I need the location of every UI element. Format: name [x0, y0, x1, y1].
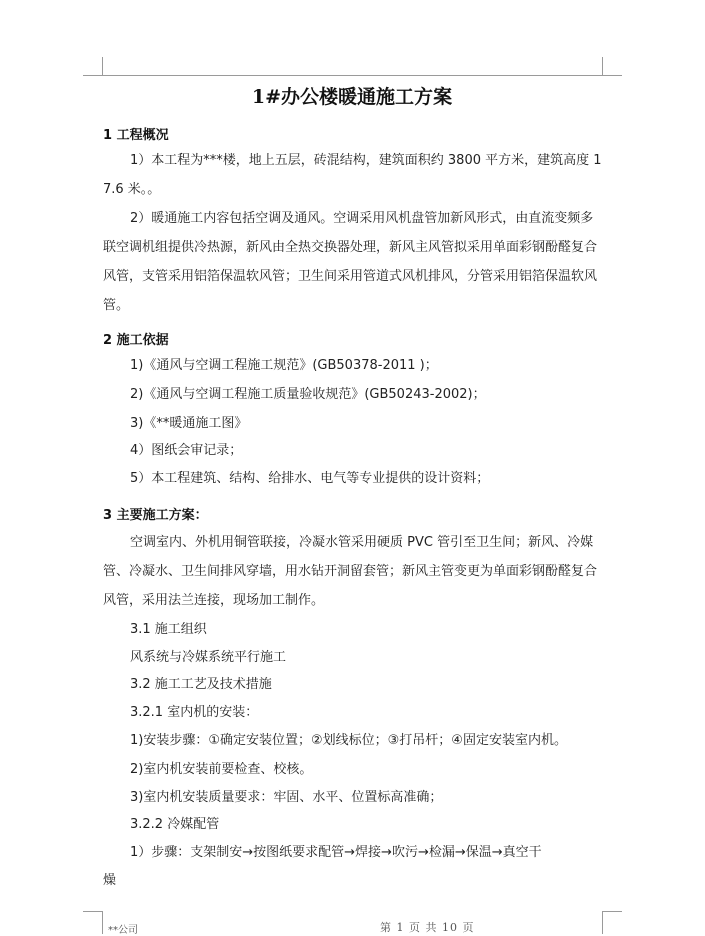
- margin-corner-top-left: [83, 57, 103, 76]
- basis-item-5: 5）本工程建筑、结构、给排水、电气等专业提供的设计资料；: [130, 471, 490, 486]
- section-1-heading: 1 工程概况: [103, 128, 169, 143]
- basis-item-3: 3)《**暖通施工图》: [130, 416, 248, 431]
- subsection-3-2-1-heading: 3.2.1 室内机的安装：: [130, 705, 259, 720]
- install-step-line-1: 1)安装步骤：①确定安装位置；②划线标位；③打吊杆；④固定安装室内机。: [130, 733, 567, 748]
- subsection-3-2-heading: 3.2 施工工艺及技术措施: [130, 677, 272, 692]
- margin-corner-top-right: [602, 57, 622, 76]
- subsection-3-1-heading: 3.1 施工组织: [130, 622, 207, 637]
- footer-page-number: 第 1 页 共 10 页: [380, 921, 475, 934]
- section-1-paragraph-1: 1）本工程为***楼，地上五层，砖混结构，建筑面积约 3800 平方米，建筑高度 17.6 米。。: [103, 153, 602, 197]
- margin-corner-bottom-left: [83, 911, 103, 934]
- footer-company: **公司: [108, 925, 138, 936]
- install-step-line-3: 3)室内机安装质量要求：牢固、水平、位置标高准确；: [130, 790, 443, 805]
- section-1-paragraph-2: 2）暖通施工内容包括空调及通风。空调采用风机盘管加新风形式，由直流变频多联空调机组提供冷热源，新风由全热交换器处理，新风主风管拟采用单面彩钢酚醛复合风管，支管采用铝箔保温软风管；卫生间采用管道式风机排风，分管采用铝箔保温软风管。: [103, 211, 598, 313]
- refrigerant-steps-line-1: 1）步骤：支架制安→按图纸要求配管→焊接→吹污→检漏→保温→真空干: [130, 845, 542, 860]
- section-3-heading: 3 主要施工方案：: [103, 508, 208, 523]
- basis-item-1: 1)《通风与空调工程施工规范》(GB50378-2011 )；: [130, 358, 438, 373]
- section-2-heading: 2 施工依据: [103, 333, 169, 348]
- subsection-3-2-2-heading: 3.2.2 冷媒配管: [130, 817, 220, 832]
- section-3-intro: 空调室内、外机用铜管联接，冷凝水管采用硬质 PVC 管引至卫生间；新风、冷媒管、冷凝水、卫生间排风穿墙，用水钻开洞留套管；新风主管变更为单面彩钢酚醛复合风管，采用法兰连接，现场加工制作。: [103, 535, 598, 608]
- basis-item-4: 4）图纸会审记录；: [130, 443, 243, 458]
- header-rule: [102, 75, 602, 76]
- document-title: 1#办公楼暖通施工方案: [251, 86, 453, 108]
- basis-item-2: 2)《通风与空调工程施工质量验收规范》(GB50243-2002)；: [130, 387, 486, 402]
- install-step-line-2: 2)室内机安装前要检查、校核。: [130, 762, 313, 777]
- refrigerant-steps-line-2: 燥: [103, 873, 117, 888]
- subsection-3-1-text: 风系统与冷媒系统平行施工: [130, 650, 287, 665]
- margin-corner-bottom-right: [602, 911, 622, 934]
